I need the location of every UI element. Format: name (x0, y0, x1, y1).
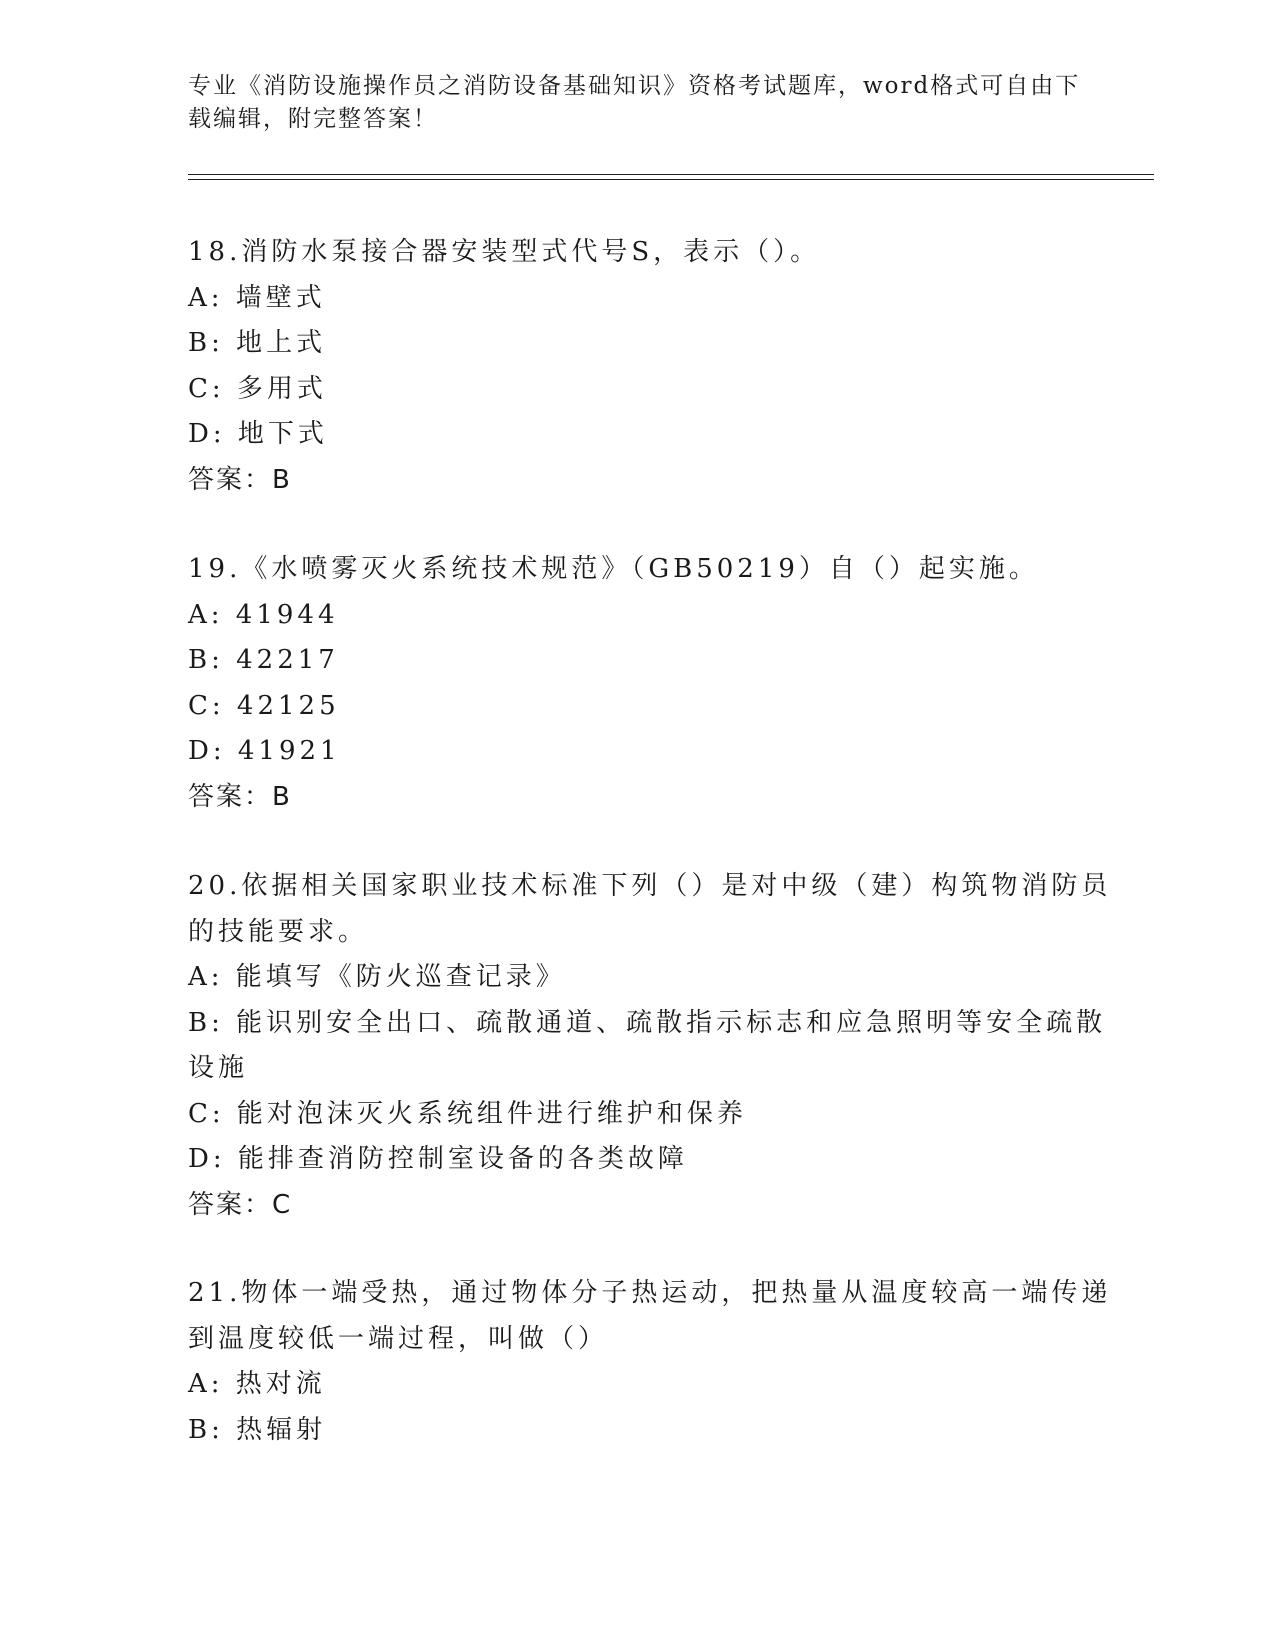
question-stem-line-2: 的技能要求。 (188, 916, 369, 947)
option-b: B: 能识别安全出口、疏散通道、疏散指示标志和应急照明等安全疏散 (188, 1007, 1107, 1038)
header-divider-bottom (188, 179, 1154, 180)
option-c: C: 多用式 (188, 373, 327, 404)
option-a: A: 墙壁式 (188, 282, 326, 313)
option-a: A: 热对流 (188, 1369, 326, 1399)
answer: 答案：C (188, 1189, 293, 1220)
question-20 (188, 864, 1112, 1228)
option-b-continued: 设施 (188, 1053, 249, 1083)
option-b: B: 42217 (188, 645, 339, 675)
question-18 (188, 230, 1088, 503)
option-b: B: 热辐射 (188, 1414, 327, 1445)
document-header (188, 70, 1088, 136)
option-b: B: 地上式 (188, 328, 327, 358)
option-a: A: 41944 (188, 599, 339, 630)
question-stem-line-2: 到温度较低一端过程，叫做（） (188, 1323, 609, 1354)
question-stem: 18.消防水泵接合器安装型式代号S，表示（）。 (188, 237, 821, 267)
header-line-2: 载编辑，附完整答案！ (188, 106, 438, 132)
question-19 (188, 547, 1088, 820)
header-divider-top (188, 174, 1154, 175)
question-21 (188, 1271, 1112, 1453)
question-stem-line-1: 21.物体一端受热，通过物体分子热运动，把热量从温度较高一端传递 (188, 1278, 1112, 1308)
question-stem: 19.《水喷雾灭火系统技术规范》（GB50219）自（）起实施。 (188, 554, 1039, 584)
answer: 答案：B (188, 781, 292, 812)
question-stem-line-1: 20.依据相关国家职业技术标准下列（）是对中级（建）构筑物消防员 (188, 871, 1112, 901)
header-line-1: 专业《消防设施操作员之消防设备基础知识》资格考试题库，word格式可自由下 (188, 73, 1081, 99)
option-c: C: 42125 (188, 690, 340, 721)
option-d: D: 地下式 (188, 419, 328, 449)
option-a: A: 能填写《防火巡查记录》 (188, 962, 566, 992)
option-c: C: 能对泡沫灭火系统组件进行维护和保养 (188, 1098, 747, 1129)
option-d: D: 41921 (188, 736, 341, 766)
answer: 答案：B (188, 464, 292, 495)
option-d: D: 能排查消防控制室设备的各类故障 (188, 1144, 688, 1174)
